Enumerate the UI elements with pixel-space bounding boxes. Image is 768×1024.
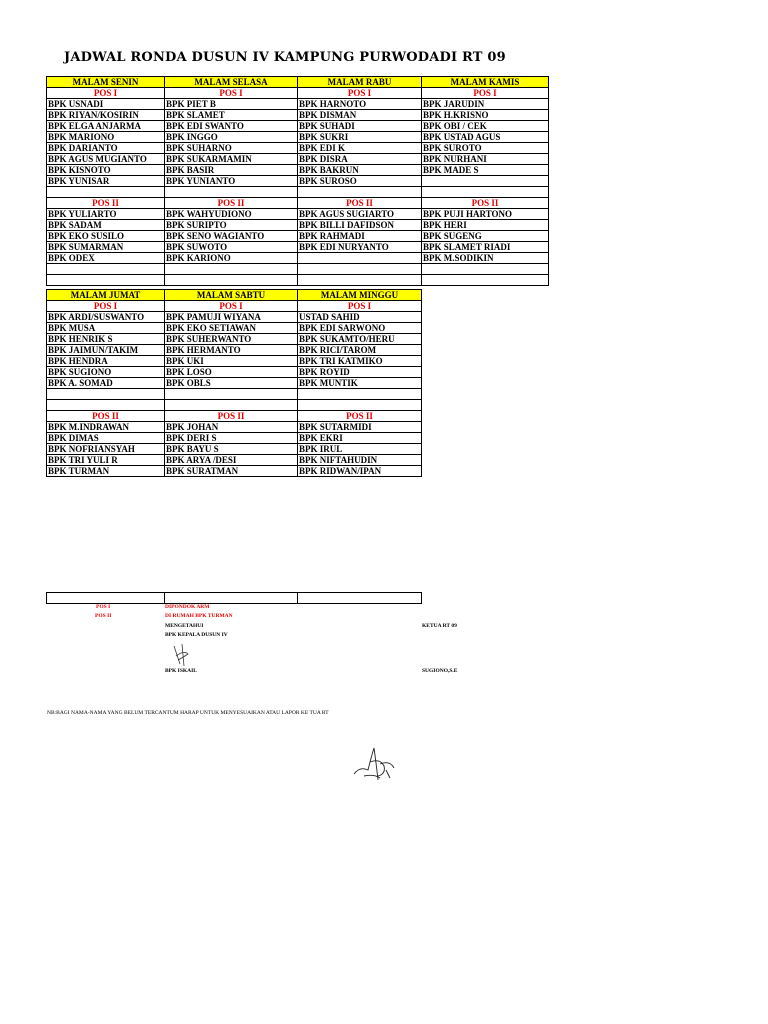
signer-left: BPK ISKAIL bbox=[165, 668, 197, 674]
name-cell: BPK BAYU S bbox=[165, 444, 298, 455]
name-cell bbox=[298, 389, 422, 400]
legend-pos2: POS II bbox=[95, 613, 112, 619]
pos1-label-row bbox=[47, 301, 422, 312]
name-cell: BPK YUNIANTO bbox=[165, 176, 298, 187]
name-cell bbox=[47, 187, 165, 198]
name-cell: BPK BAKRUN bbox=[298, 165, 422, 176]
name-cell: BPK SUKAMTO/HERU bbox=[298, 334, 422, 345]
day-header: MALAM KAMIS bbox=[422, 77, 549, 88]
table-row bbox=[47, 264, 549, 275]
name-cell: BPK DIMAS bbox=[47, 433, 165, 444]
name-cell: BPK ROYID bbox=[298, 367, 422, 378]
name-cell: BPK EDI SARWONO bbox=[298, 323, 422, 334]
pos2-label-row bbox=[47, 411, 422, 422]
name-cell: BPK HENDRA bbox=[47, 356, 165, 367]
table-row bbox=[47, 187, 549, 198]
ketua-rt-label: KETUA RT 09 bbox=[422, 623, 457, 629]
table-row bbox=[47, 99, 549, 110]
pos2-label: POS II bbox=[165, 411, 298, 422]
name-cell: BPK SUHERWANTO bbox=[165, 334, 298, 345]
name-cell: BPK SUMARMAN bbox=[47, 242, 165, 253]
legend-pos1: POS I bbox=[96, 604, 111, 610]
day-header: MALAM MINGGU bbox=[298, 290, 422, 301]
table-row bbox=[47, 378, 422, 389]
table-row bbox=[47, 422, 422, 433]
table-row bbox=[47, 323, 422, 334]
name-cell: BPK TRI YULI R bbox=[47, 455, 165, 466]
name-cell: BPK EDI NURYANTO bbox=[298, 242, 422, 253]
name-cell: BPK INGGO bbox=[165, 132, 298, 143]
pos1-label: POS I bbox=[47, 88, 165, 99]
name-cell: BPK MARIONO bbox=[47, 132, 165, 143]
name-cell: BPK SUKARMAMIN bbox=[165, 154, 298, 165]
name-cell bbox=[47, 400, 165, 411]
name-cell: BPK HENRIK S bbox=[47, 334, 165, 345]
day-header: MALAM SELASA bbox=[165, 77, 298, 88]
table-row bbox=[47, 253, 549, 264]
name-cell: BPK BILLI DAFIDSON bbox=[298, 220, 422, 231]
pos1-label-row bbox=[47, 88, 549, 99]
kepala-dusun-label: BPK KEPALA DUSUN IV bbox=[165, 632, 228, 638]
name-cell: BPK SADAM bbox=[47, 220, 165, 231]
name-cell: BPK RAHMADI bbox=[298, 231, 422, 242]
table-row bbox=[47, 444, 422, 455]
name-cell: BPK JAIMUN/TAKIM bbox=[47, 345, 165, 356]
name-cell: BPK MADE S bbox=[422, 165, 549, 176]
header-row bbox=[47, 77, 549, 88]
name-cell: BPK SUROTO bbox=[422, 143, 549, 154]
pos2-label: POS II bbox=[298, 198, 422, 209]
name-cell: BPK NIFTAHUDIN bbox=[298, 455, 422, 466]
name-cell bbox=[422, 264, 549, 275]
table-row bbox=[47, 356, 422, 367]
name-cell: BPK ELGA ANJARMA bbox=[47, 121, 165, 132]
name-cell: BPK BASIR bbox=[165, 165, 298, 176]
name-cell: BPK HERMANTO bbox=[165, 345, 298, 356]
table-row bbox=[47, 312, 422, 323]
name-cell bbox=[422, 176, 549, 187]
table-row bbox=[47, 110, 549, 121]
pos2-label-row bbox=[47, 198, 549, 209]
name-cell: BPK YUNISAR bbox=[47, 176, 165, 187]
name-cell: BPK KISNOTO bbox=[47, 165, 165, 176]
name-cell: BPK ODEX bbox=[47, 253, 165, 264]
pos2-label: POS II bbox=[165, 198, 298, 209]
name-cell bbox=[298, 400, 422, 411]
mengetahui-label: MENGETAHUI bbox=[165, 623, 204, 629]
table-row bbox=[47, 367, 422, 378]
name-cell: BPK RIYAN/KOSIRIN bbox=[47, 110, 165, 121]
name-cell: BPK SUHARNO bbox=[165, 143, 298, 154]
name-cell: BPK MUNTIK bbox=[298, 378, 422, 389]
pos2-label: POS II bbox=[298, 411, 422, 422]
name-cell: BPK IRUL bbox=[298, 444, 422, 455]
day-header: MALAM JUMAT bbox=[47, 290, 165, 301]
name-cell: BPK ARYA /DESI bbox=[165, 455, 298, 466]
name-cell: BPK DISRA bbox=[298, 154, 422, 165]
schedule-table-bottom bbox=[46, 289, 422, 477]
pos1-label: POS I bbox=[298, 301, 422, 312]
empty-row-table bbox=[46, 592, 422, 604]
day-header: MALAM SABTU bbox=[165, 290, 298, 301]
name-cell: BPK HARNOTO bbox=[298, 99, 422, 110]
table-row bbox=[47, 242, 549, 253]
name-cell: BPK SURIPTO bbox=[165, 220, 298, 231]
name-cell: BPK DERI S bbox=[165, 433, 298, 444]
page-title: JADWAL RONDA DUSUN IV KAMPUNG PURWODADI RT 09 bbox=[64, 50, 506, 65]
name-cell: BPK EKRI bbox=[298, 433, 422, 444]
table-row bbox=[47, 154, 549, 165]
name-cell: BPK SUROSO bbox=[298, 176, 422, 187]
name-cell: BPK DISMAN bbox=[298, 110, 422, 121]
name-cell: BPK RIDWAN/IPAN bbox=[298, 466, 422, 477]
footnote: NB:BAGI NAMA-NAMA YANG BELUM TERCANTUM HARAP UNTUK MENYESUAIKAN ATAU LAPOR KE TUA RT bbox=[47, 710, 329, 716]
pos2-label: POS II bbox=[422, 198, 549, 209]
name-cell: BPK OBLS bbox=[165, 378, 298, 389]
pos1-label: POS I bbox=[298, 88, 422, 99]
name-cell bbox=[47, 389, 165, 400]
name-cell: BPK JARUDIN bbox=[422, 99, 549, 110]
table-row bbox=[47, 231, 549, 242]
name-cell: BPK EKO SETIAWAN bbox=[165, 323, 298, 334]
name-cell: BPK LOSO bbox=[165, 367, 298, 378]
name-cell: BPK SURATMAN bbox=[165, 466, 298, 477]
name-cell bbox=[165, 389, 298, 400]
name-cell: BPK ARDI/SUSWANTO bbox=[47, 312, 165, 323]
name-cell: BPK USTAD AGUS bbox=[422, 132, 549, 143]
name-cell: USTAD SAHID bbox=[298, 312, 422, 323]
table-row bbox=[47, 400, 422, 411]
name-cell: BPK HERI bbox=[422, 220, 549, 231]
pos1-label: POS I bbox=[165, 301, 298, 312]
name-cell: BPK EKO SUSILO bbox=[47, 231, 165, 242]
day-header: MALAM RABU bbox=[298, 77, 422, 88]
name-cell: BPK SUHADI bbox=[298, 121, 422, 132]
name-cell: BPK SENO WAGIANTO bbox=[165, 231, 298, 242]
name-cell bbox=[47, 264, 165, 275]
table-row bbox=[47, 132, 549, 143]
pos2-label: POS II bbox=[47, 198, 165, 209]
table-row bbox=[47, 389, 422, 400]
signature-large bbox=[350, 744, 400, 786]
name-cell: BPK TRI KATMIKO bbox=[298, 356, 422, 367]
name-cell: BPK AGUS SUGIARTO bbox=[298, 209, 422, 220]
name-cell bbox=[165, 400, 298, 411]
table-row bbox=[47, 121, 549, 132]
name-cell: BPK SUWOTO bbox=[165, 242, 298, 253]
name-cell: BPK YULIARTO bbox=[47, 209, 165, 220]
name-cell: BPK DARIANTO bbox=[47, 143, 165, 154]
name-cell: BPK AGUS MUGIANTO bbox=[47, 154, 165, 165]
name-cell: BPK SLAMET RIADI bbox=[422, 242, 549, 253]
table-row bbox=[47, 165, 549, 176]
name-cell bbox=[165, 275, 298, 286]
table-row bbox=[47, 334, 422, 345]
name-cell bbox=[298, 264, 422, 275]
pos1-label: POS I bbox=[47, 301, 165, 312]
table-row bbox=[47, 275, 549, 286]
name-cell: BPK PAMUJI WIYANA bbox=[165, 312, 298, 323]
name-cell bbox=[298, 253, 422, 264]
name-cell: BPK MUSA bbox=[47, 323, 165, 334]
name-cell bbox=[422, 187, 549, 198]
name-cell: BPK USNADI bbox=[47, 99, 165, 110]
name-cell: BPK WAHYUDIONO bbox=[165, 209, 298, 220]
table-row bbox=[47, 466, 422, 477]
name-cell: BPK SUKRI bbox=[298, 132, 422, 143]
name-cell: BPK M.SODIKIN bbox=[422, 253, 549, 264]
name-cell: BPK PIET B bbox=[165, 99, 298, 110]
table-row bbox=[47, 220, 549, 231]
name-cell: BPK NURHANI bbox=[422, 154, 549, 165]
name-cell: BPK SUGIONO bbox=[47, 367, 165, 378]
name-cell bbox=[165, 187, 298, 198]
name-cell bbox=[298, 275, 422, 286]
table-row bbox=[47, 433, 422, 444]
legend-pos1-place: DIPONDOK ARM bbox=[165, 604, 210, 610]
table-row bbox=[47, 143, 549, 154]
name-cell: BPK H.KRISNO bbox=[422, 110, 549, 121]
name-cell: BPK TURMAN bbox=[47, 466, 165, 477]
name-cell: BPK SUGENG bbox=[422, 231, 549, 242]
name-cell: BPK NOFRIANSYAH bbox=[47, 444, 165, 455]
name-cell: BPK OBI / CEK bbox=[422, 121, 549, 132]
name-cell bbox=[165, 264, 298, 275]
signature-small bbox=[168, 640, 198, 670]
table-row bbox=[47, 176, 549, 187]
table-row bbox=[47, 209, 549, 220]
name-cell: BPK A. SOMAD bbox=[47, 378, 165, 389]
name-cell: BPK RICI/TAROM bbox=[298, 345, 422, 356]
name-cell: BPK UKI bbox=[165, 356, 298, 367]
name-cell: BPK EDI K bbox=[298, 143, 422, 154]
name-cell: BPK M.INDRAWAN bbox=[47, 422, 165, 433]
pos1-label: POS I bbox=[422, 88, 549, 99]
name-cell: BPK KARIONO bbox=[165, 253, 298, 264]
name-cell: BPK SLAMET bbox=[165, 110, 298, 121]
name-cell bbox=[298, 187, 422, 198]
table-row bbox=[47, 455, 422, 466]
name-cell: BPK JOHAN bbox=[165, 422, 298, 433]
pos1-label: POS I bbox=[165, 88, 298, 99]
name-cell: BPK SUTARMIDI bbox=[298, 422, 422, 433]
table-row bbox=[47, 345, 422, 356]
legend-pos2-place: DI RUMAH BPK TURMAN bbox=[165, 613, 233, 619]
schedule-table-top bbox=[46, 76, 549, 286]
day-header: MALAM SENIN bbox=[47, 77, 165, 88]
pos2-label: POS II bbox=[47, 411, 165, 422]
header-row bbox=[47, 290, 422, 301]
name-cell: BPK PUJI HARTONO bbox=[422, 209, 549, 220]
signer-right: SUGIONO,S.E bbox=[422, 668, 458, 674]
name-cell bbox=[47, 275, 165, 286]
name-cell: BPK EDI SWANTO bbox=[165, 121, 298, 132]
name-cell bbox=[422, 275, 549, 286]
